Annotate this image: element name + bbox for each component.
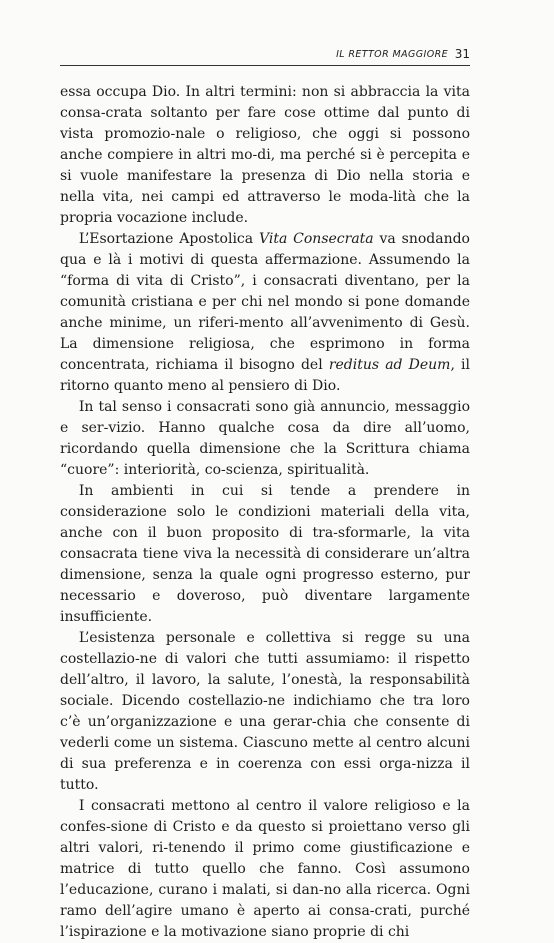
paragraph [60, 481, 470, 628]
page-header [60, 46, 470, 68]
paragraph [60, 82, 470, 229]
page-number: 31 [454, 47, 470, 61]
text-segment: L’esistenza personale e collettiva si regge su una costellazio-ne di valori che tutti assumiamo: il rispetto dell’altro, il lavoro, la salute, l’onestà, la responsabilità sociale. Dicendo costellazio-ne indichiamo che tra loro c’è un’organizzazione e una gerar-chia che consente di vederli come un sistema. Ciascuno mette al centro alcuni di sua preferenza e in coerenza con essi orga-nizza il tutto. [60, 630, 470, 793]
text-segment: I consacrati mettono al centro il valore religioso e la confes-sione di Cristo e da questo si proiettano verso gli altri valori, ri-tenendo il primo come giustificazione e matrice di tutto quello che fanno. Così assumono l’educazione, curano i malati, si dan-no alla ricerca. Ogni ramo dell’agire umano è aperto ai consa-crati, purché l’ispirazione e la motivazione siano proprie di chi [60, 798, 470, 940]
paragraph [60, 397, 470, 481]
paragraph [60, 796, 470, 943]
paragraph [60, 628, 470, 796]
text-segment: essa occupa Dio. In altri termini: non si abbraccia la vita consa-crata soltanto per fare cose ottime dal punto di vista promozio-nale o religioso, che oggi si possono anche compiere in altri mo-di, ma perché si è percepita e si vuole manifestare la presenza di Dio nella storia e nella vita, nei campi ed attraverso le moda-lità che la propria vocazione include. [60, 84, 470, 226]
header-rule [60, 65, 470, 66]
running-head: IL RETTOR MAGGIORE [336, 49, 448, 60]
text-segment: In tal senso i consacrati sono già annuncio, messaggio e ser-vizio. Hanno qualche cosa da dire all’uomo, ricordando quella dimensione che la Scrittura chiama “cuore”: interiorità, co-scienza, spiritualità. [60, 399, 470, 478]
body-text [60, 82, 470, 943]
text-segment: , il ritorno quanto meno al pensiero di Dio. [60, 357, 470, 394]
paragraph [60, 229, 470, 397]
italic-text: Vita Consecrata [258, 231, 374, 247]
text-segment: va snodando qua e là i motivi di questa affermazione. Assumendo la “forma di vita di Cristo”, i consacrati diventano, per la comunità cristiana e per chi nel mondo si pone domande anche minime, un riferi-mento all’avvenimento di Gesù. La dimensione religiosa, che esprimono in forma concentrata, richiama il bisogno del [60, 231, 470, 373]
text-segment: In ambienti in cui si tende a prendere in considerazione solo le condizioni materiali della vita, anche con il buon proposito di tra-sformarle, la vita consacrata tiene viva la necessità di considerare un’altra dimensione, senza la quale ogni progresso esterno, pur necessario e doveroso, può diventare largamente insufficiente. [60, 483, 470, 625]
italic-text: reditus ad Deum [328, 357, 451, 373]
text-segment: L’Esortazione Apostolica [78, 231, 259, 247]
